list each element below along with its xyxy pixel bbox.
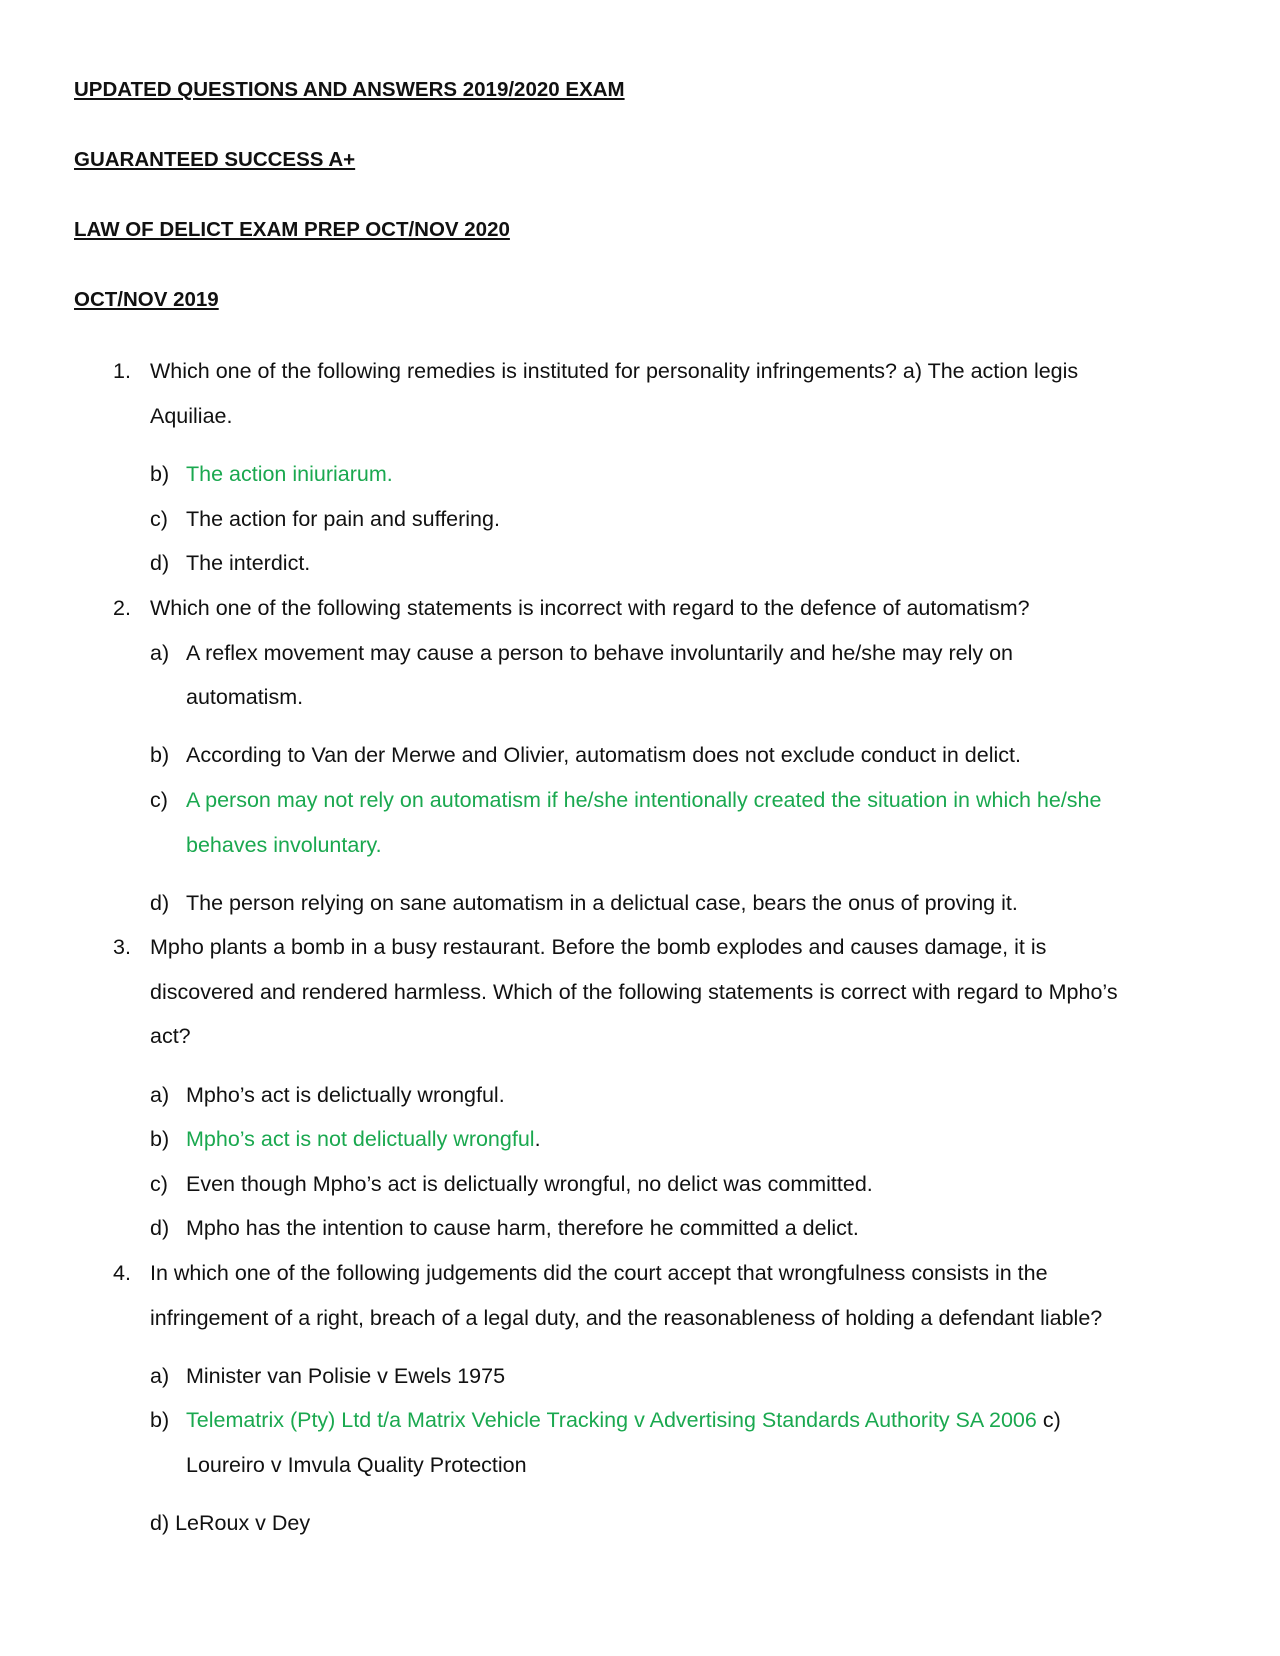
option-text: According to Van der Merwe and Olivier, automatism does not exclude conduct in delict. — [186, 743, 1021, 767]
option-letter: b) — [150, 1127, 170, 1151]
option-text-continued: Loureiro v Imvula Quality Protection — [186, 1453, 527, 1477]
correct-answer: Mpho’s act is not delictually wrongful — [186, 1127, 535, 1151]
option-letter: a) — [150, 1083, 170, 1107]
option-letter: b) — [150, 743, 170, 767]
question-number: 3. — [113, 935, 131, 959]
option-text: The action for pain and suffering. — [186, 507, 500, 531]
option-letter: d) — [150, 891, 170, 915]
question-text-continued: discovered and rendered harmless. Which of the following statements is correct with regard to Mpho’s — [150, 980, 1118, 1004]
option-letter: c) — [150, 788, 168, 812]
option-letter: b) — [150, 1408, 170, 1432]
option-trailing-text: . — [534, 1127, 541, 1151]
option-letter: b) — [150, 462, 170, 486]
option-text-continued: automatism. — [186, 685, 304, 709]
question-number: 2. — [113, 596, 131, 620]
option-text: d) LeRoux v Dey — [150, 1511, 311, 1535]
option-letter: a) — [150, 641, 170, 665]
option-letter: c) — [150, 507, 168, 531]
option-text: Mpho has the intention to cause harm, therefore he committed a delict. — [186, 1216, 859, 1240]
question-text: In which one of the following judgements did the court accept that wrongfulness consists in the — [150, 1261, 1048, 1285]
option-letter: a) — [150, 1364, 170, 1388]
question-text: Mpho plants a bomb in a busy restaurant. Before the bomb explodes and causes damage, it is — [150, 935, 1047, 959]
correct-answer: Telematrix (Pty) Ltd t/a Matrix Vehicle Tracking v Advertising Standards Authority SA 2006 — [186, 1408, 1037, 1432]
question-text: Which one of the following statements is incorrect with regard to the defence of automatism? — [150, 596, 1030, 620]
option-text: A reflex movement may cause a person to behave involuntarily and he/she may rely on — [186, 641, 1014, 665]
question-text-continued: Aquiliae. — [150, 404, 233, 428]
question-number: 1. — [113, 359, 131, 383]
question-text: Which one of the following remedies is instituted for personality infringements? a) The action legis — [150, 359, 1079, 383]
option-letter: d) — [150, 1216, 170, 1240]
option-text: The interdict. — [186, 551, 311, 575]
question-number: 4. — [113, 1261, 131, 1285]
option-text-wrapper — [186, 1125, 541, 1153]
correct-answer: The action iniuriarum. — [186, 462, 393, 486]
option-letter: c) — [150, 1172, 168, 1196]
heading-course: LAW OF DELICT EXAM PREP OCT/NOV 2020 — [74, 218, 510, 241]
option-trailing-text: c) — [1036, 1408, 1061, 1432]
option-letter: d) — [150, 551, 170, 575]
question-text-continued: infringement of a right, breach of a legal duty, and the reasonableness of holding a defendant liable? — [150, 1306, 1103, 1330]
correct-answer: A person may not rely on automatism if he/she intentionally created the situation in which he/she — [186, 788, 1102, 812]
option-text: Even though Mpho’s act is delictually wrongful, no delict was committed. — [186, 1172, 873, 1196]
option-text: Mpho’s act is delictually wrongful. — [186, 1083, 505, 1107]
heading-session: OCT/NOV 2019 — [74, 288, 219, 311]
option-text: Minister van Polisie v Ewels 1975 — [186, 1364, 506, 1388]
correct-answer-continued: behaves involuntary. — [186, 833, 382, 857]
option-text: The person relying on sane automatism in a delictual case, bears the onus of proving it. — [186, 891, 1018, 915]
option-text-wrapper — [186, 1406, 1061, 1434]
heading-title: UPDATED QUESTIONS AND ANSWERS 2019/2020 EXAM — [74, 78, 625, 101]
heading-subtitle: GUARANTEED SUCCESS A+ — [74, 148, 356, 171]
question-text-continued: act? — [150, 1024, 191, 1048]
